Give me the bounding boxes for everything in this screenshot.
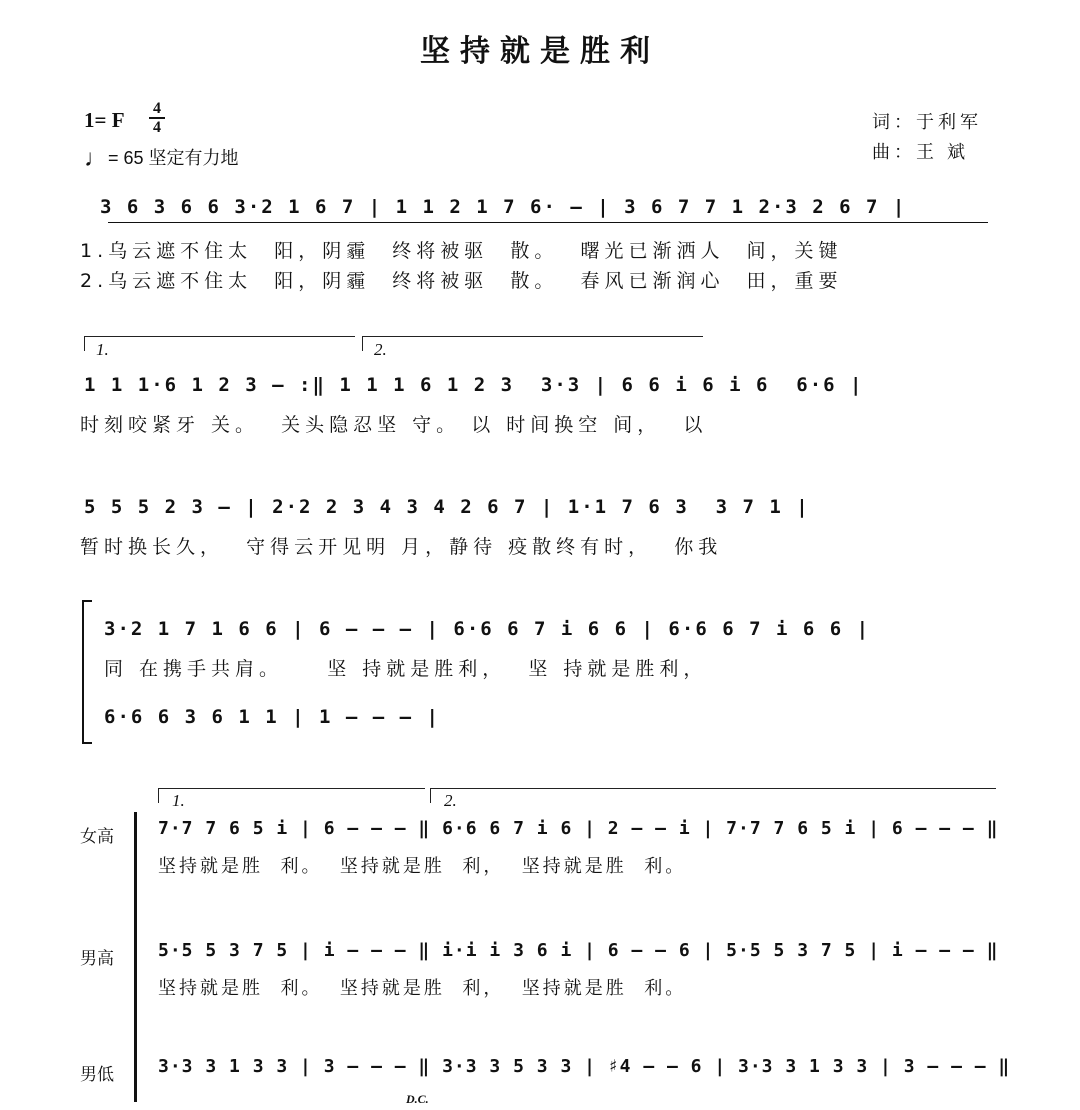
- system2-notes: 1 1 1·6 1 2 3 – :‖ 1 1 1 6 1 2 3 3·3 | 6 6 i 6 i 6 6·6 |: [84, 374, 864, 396]
- quarter-note-icon: ♩: [84, 145, 108, 172]
- volta-label-2: 2.: [374, 340, 387, 359]
- system3-lyrics: 暂时换长久， 守得云开见明 月，静待 疫散终有时， 你我: [80, 536, 723, 558]
- tempo-text: = 65 坚定有力地: [108, 148, 239, 168]
- part-label-tenor: 男高: [80, 949, 114, 969]
- time-signature: [148, 100, 166, 136]
- song-title: 坚持就是胜利: [420, 34, 660, 69]
- tenor-notes: 5·5 5 3 7 5 | i – – – ‖ i·i i 3 6 i | 6 – – 6 | 5·5 5 3 7 5 | i – – – ‖: [158, 940, 999, 961]
- choir-system-bracket: [134, 812, 137, 1102]
- volta-bracket-2b: [430, 788, 996, 803]
- system4-notes-bottom: 6·6 6 3 6 1 1 | 1 – – – |: [104, 706, 440, 728]
- system2-lyrics: 时刻咬紧牙 关。 关头隐忍坚 守。 以 时间换空 间， 以: [80, 414, 708, 436]
- system1-notes: 3 6 3 6 6 3·2 1 6 7 | 1 1 2 1 7 6· – | 3 6 7 7 1 2·3 2 6 7 |: [100, 196, 907, 218]
- tenor-lyrics: 坚持就是胜 利。 坚持就是胜 利， 坚持就是胜 利。: [158, 978, 687, 999]
- volta-label-1: 1.: [96, 340, 109, 359]
- system3-notes: 5 5 5 2 3 – | 2·2 2 3 4 3 4 2 6 7 | 1·1 7 6 3 3 7 1 |: [84, 496, 810, 518]
- system1-beam-line: [108, 222, 988, 223]
- soprano-notes: 7·7 7 6 5 i | 6 – – – ‖ 6·6 6 7 i 6 | 2 – – i | 7·7 7 6 5 i | 6 – – – ‖: [158, 818, 999, 839]
- bass-notes: 3·3 3 1 3 3 | 3 – – – ‖ 3·3 3 5 3 3 | ♯4 – – 6 | 3·3 3 1 3 3 | 3 – – – ‖: [158, 1056, 1011, 1077]
- system1-lyrics-verse1: 1.乌云遮不住太 阳，阴霾 终将被驱 散。 曙光已渐洒人 间，关键: [80, 240, 843, 262]
- soprano-lyrics: 坚持就是胜 利。 坚持就是胜 利， 坚持就是胜 利。: [158, 856, 687, 877]
- tempo-marking: [84, 144, 239, 173]
- volta-label-2b: 2.: [444, 791, 457, 810]
- system4-notes-top: 3·2 1 7 1 6 6 | 6 – – – | 6·6 6 7 i 6 6 | 6·6 6 7 i 6 6 |: [104, 618, 871, 640]
- meter-top: 4: [153, 100, 161, 117]
- composer-credit: 曲：王 斌: [872, 142, 970, 162]
- meter-bottom: 4: [153, 119, 161, 136]
- lyricist-credit: 词：于利军: [872, 112, 982, 132]
- part-label-bass: 男低: [80, 1065, 114, 1085]
- system4-lyrics: 同 在携手共肩。 坚 持就是胜利， 坚 持就是胜利，: [104, 658, 708, 680]
- volta-bracket-2: [362, 336, 703, 351]
- system4-bracket: [82, 600, 92, 744]
- da-capo-marking: D.C.: [406, 1092, 429, 1106]
- volta-bracket-1b: [158, 788, 425, 803]
- volta-bracket-1: [84, 336, 355, 351]
- key-signature: 1= F: [84, 108, 125, 132]
- volta-label-1b: 1.: [172, 791, 185, 810]
- system1-lyrics-verse2: 2.乌云遮不住太 阳，阴霾 终将被驱 散。 春风已渐润心 田，重要: [80, 270, 843, 292]
- part-label-soprano: 女高: [80, 827, 114, 847]
